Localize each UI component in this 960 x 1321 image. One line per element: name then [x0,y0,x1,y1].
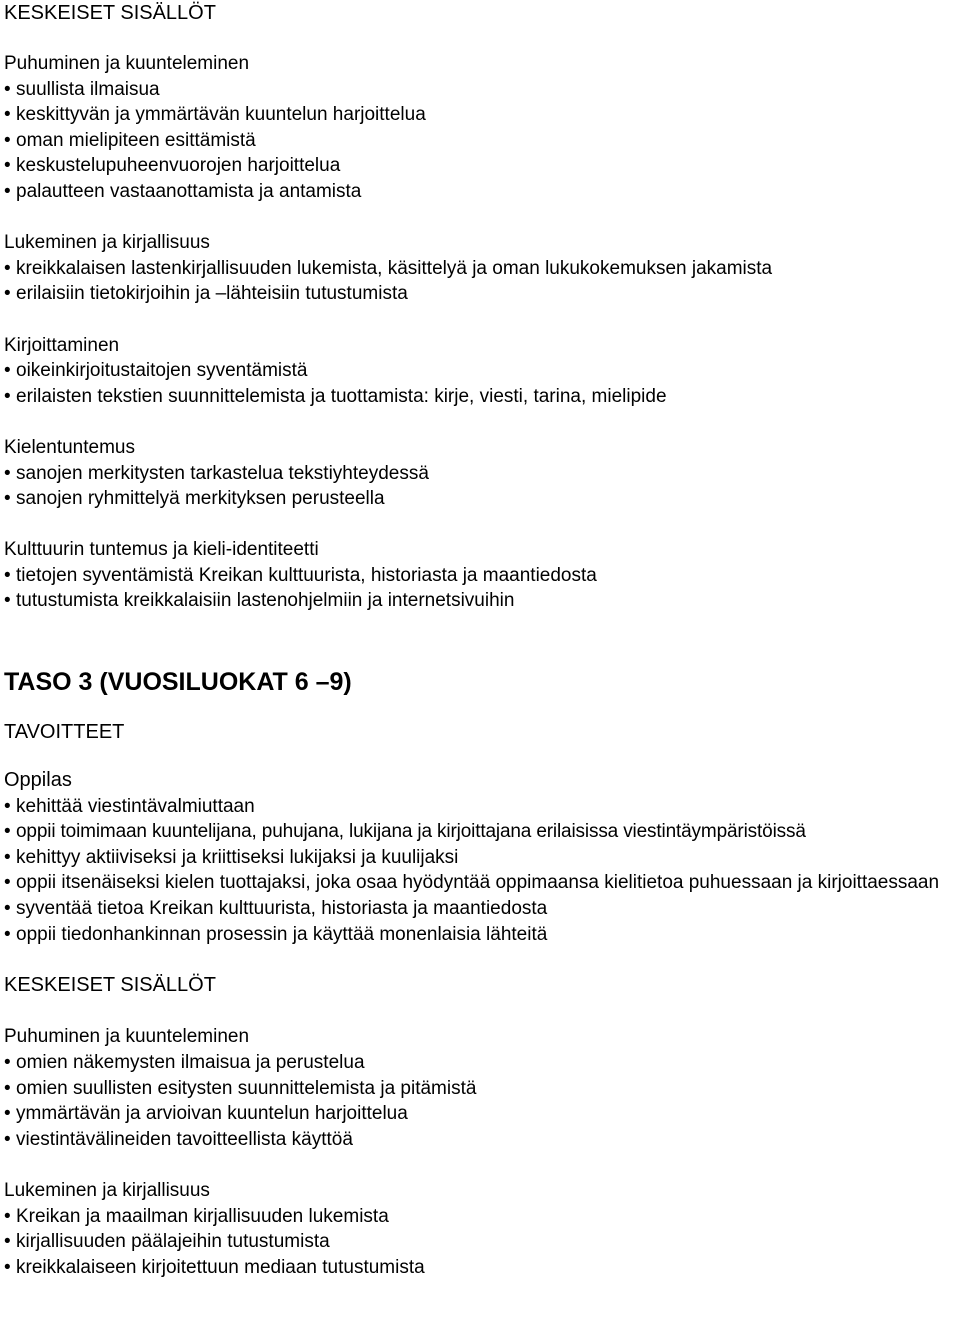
section-reading-literature-l3 [4,1178,958,1280]
section-language-knowledge [4,435,958,512]
goal-item: • oppii tiedonhankinnan prosessin ja käyttää monenlaisia lähteitä [4,922,958,948]
section-title: Puhuminen ja kuunteleminen [4,1026,250,1048]
goal-item: • kehittää viestintävalmiuttaan [4,794,958,820]
level3-title: TASO 3 (VUOSILUOKAT 6 –9) [4,668,352,697]
goal-item: • oppii toimimaan kuuntelijana, puhujana, lukijana ja kirjoittajana erilaisissa viestintäympäristöissä [4,819,958,845]
bullet-icon: • [4,283,11,305]
list-item: • tutustumista kreikkalaisiin lastenohjelmiin ja internetsivuihin [4,588,958,614]
bullet-icon: • [4,821,11,843]
section-writing [4,333,958,410]
bullet-icon: • [4,1231,11,1253]
list-item: • kreikkalaiseen kirjoitettuun mediaan tutustumista [4,1255,958,1281]
bullet-icon: • [4,1077,11,1099]
list-item: • suullista ilmaisua [4,77,958,103]
list-item: • Kreikan ja maailman kirjallisuuden lukemista [4,1204,958,1230]
bullet-icon: • [4,180,11,202]
bullet-icon: • [4,590,11,612]
list-item: • sanojen merkitysten tarkastelua tekstiyhteydessä [4,461,958,487]
bullet-icon: • [4,795,11,817]
list-item: • oman mielipiteen esittämistä [4,128,958,154]
goal-item: • oppii itsenäiseksi kielen tuottajaksi, joka osaa hyödyntää oppimaansa kielitietoa puhuessaan ja kirjoittaessaan [4,872,940,894]
bullet-icon: • [4,385,11,407]
section-title: Lukeminen ja kirjallisuus [4,232,210,254]
pupil-label: Oppilas [4,769,72,792]
bullet-icon: • [4,1103,11,1125]
list-item: • erilaisten tekstien suunnittelemista ja tuottamista: kirje, viesti, tarina, mielipide [4,384,958,410]
list-item: • keskustelupuheenvuorojen harjoittelua [4,153,958,179]
section-title: Puhuminen ja kuunteleminen [4,53,250,74]
bullet-icon: • [4,104,11,126]
bullet-icon: • [4,564,11,586]
section-speaking-listening [4,51,958,205]
list-item: • tietojen syventämistä Kreikan kulttuurista, historiasta ja maantiedosta [4,563,958,589]
list-item: • palautteen vastaanottamista ja antamista [4,179,958,205]
bullet-icon: • [4,1205,11,1227]
bullet-icon: • [4,488,11,510]
section-title: Kulttuurin tuntemus ja kieli-identiteetti [4,539,319,561]
list-item: • erilaisiin tietokirjoihin ja –lähteisiin tutustumista [4,281,958,307]
list-item: • viestintävälineiden tavoitteellista käyttöä [4,1127,958,1153]
goals-section [4,768,958,947]
level3-sections [4,1024,958,1280]
bullet-icon: • [4,846,11,868]
bullet-icon: • [4,1256,11,1278]
goal-item: • kehittyy aktiiviseksi ja kriittiseksi lukijaksi ja kuulijaksi [4,845,958,871]
bullet-icon: • [4,872,11,894]
bullet-icon: • [4,462,11,484]
section-title: Kielentuntemus [4,436,135,458]
section-speaking-listening-l3 [4,1024,958,1152]
list-item: • omien suullisten esitysten suunnittelemista ja pitämistä [4,1076,958,1102]
list-item: • kreikkalaisen lastenkirjallisuuden lukemista, käsittelyä ja oman lukukokemuksen jakamista [4,256,958,282]
contents-heading-level3: KESKEISET SISÄLLÖT [4,974,216,997]
list-item: • omien näkemysten ilmaisua ja perustelua [4,1050,958,1076]
list-item: • oikeinkirjoitustaitojen syventämistä [4,358,958,384]
contents-heading-level2: KESKEISET SISÄLLÖT [4,2,216,24]
bullet-icon: • [4,257,11,279]
section-reading-literature [4,230,958,307]
list-item: • sanojen ryhmittelyä merkityksen perusteella [4,486,958,512]
section-culture-identity [4,537,958,614]
bullet-icon: • [4,360,11,382]
bullet-icon: • [4,129,11,151]
list-item: • keskittyvän ja ymmärtävän kuuntelun harjoittelua [4,102,958,128]
list-item: • ymmärtävän ja arvioivan kuuntelun harjoittelua [4,1101,958,1127]
bullet-icon: • [4,1128,11,1150]
bullet-icon: • [4,78,11,100]
goals-heading: TAVOITTEET [4,721,125,744]
level2-sections [4,51,958,614]
bullet-icon: • [4,898,11,920]
bullet-icon: • [4,155,11,177]
goal-item: • syventää tietoa Kreikan kulttuurista, historiasta ja maantiedosta [4,896,958,922]
section-title: Lukeminen ja kirjallisuus [4,1179,210,1201]
bullet-icon: • [4,923,11,945]
bullet-icon: • [4,1052,11,1073]
document-page [4,0,958,1280]
section-title: Kirjoittaminen [4,334,120,356]
list-item: • kirjallisuuden päälajeihin tutustumista [4,1229,958,1255]
